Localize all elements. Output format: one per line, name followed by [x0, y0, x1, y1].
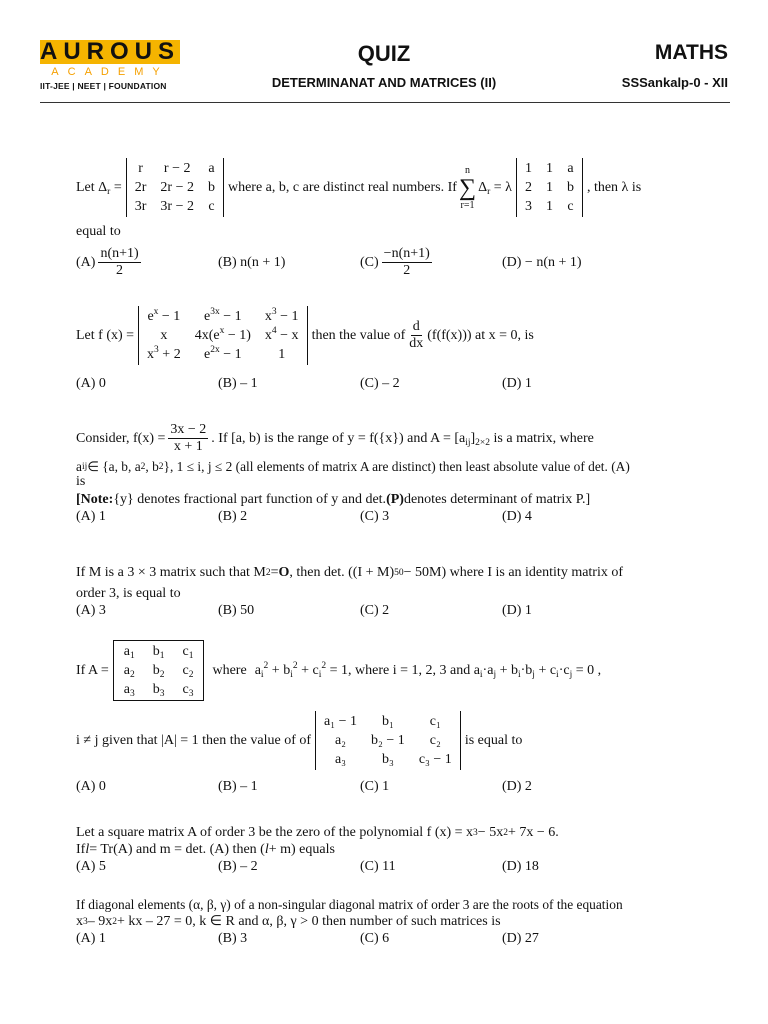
q4-option-a[interactable]: (A) 3 [76, 603, 106, 618]
q6-options [76, 858, 644, 876]
q2-let: Let f (x) = [76, 328, 135, 343]
q2-text: then the value of [311, 328, 406, 343]
q3-option-b[interactable]: (B) 2 [218, 509, 248, 524]
q3-consider: Consider, f(x) = [76, 431, 166, 446]
q1-continuation: equal to [76, 224, 121, 239]
q1-let: Let $\Delta_r$ = [76, 180, 122, 197]
q6-line-2: If l = Tr(A) and m = det. (A) then ( l + m) equals [76, 842, 335, 857]
q2-options [76, 375, 644, 393]
question-5: If A = $a_1$ $b_1$ $c_1$ $a_2$ $b_2$ $c_2$ $a_3$ $b_3$ $c_3$ where $a_i^2 + b_i^2 + c_i^2 = 1$, where i = 1, 2, 3 and $a_i\cdot a_j + b_i\cdot b_j + c_i\cdot c_j = 0$ , i ≠ j given that |A| = 1 then the value of of a₁ − 1 b₁ c₁ a₂ b₂ − 1 c₂ a₃ b₃ c₃ − 1 is equal to (A) 0 (B) – 1 (C) 1 (D) 2 [76, 640, 644, 796]
q1-text: where a, b, c are distinct real numbers. If [227, 180, 457, 195]
page-subtitle: DETERMINANAT AND MATRICES (II) [271, 75, 497, 90]
q1-tail: , then λ is [586, 180, 642, 195]
q7-options [76, 930, 644, 948]
sigma-symbol: n ∑ r=1 [458, 164, 477, 211]
q5-option-b[interactable]: (B) – 1 [218, 779, 258, 794]
logo-tagline: IIT-JEE | NEET | FOUNDATION [40, 81, 167, 91]
q1-determinant-2: 1 1 a 2 1 b 3 1 c [516, 158, 583, 217]
q1-option-b[interactable]: (B) n(n + 1) [218, 254, 286, 270]
q3-option-a[interactable]: (A) 1 [76, 509, 106, 524]
q3-line-3: is [76, 474, 86, 489]
q5-matrix: $a_1$ $b_1$ $c_1$ $a_2$ $b_2$ $c_2$ $a_3$ $b_3$ $c_3$ [113, 640, 205, 701]
q1-options [76, 246, 644, 279]
question-3 [76, 422, 644, 526]
q6-option-c[interactable]: (C) 11 [360, 859, 396, 874]
question-4: If M is a 3 × 3 matrix such that M 2 = O , then det. ((I + M) 50 − 50M) where I is an identity matrix of order 3, is equal to (A) 3 (B) 50 (C) 2 (D) 1 [76, 564, 644, 620]
q3-fraction: $\frac{3x - 2}{x + 1}$ [170, 422, 207, 454]
q7-option-a[interactable]: (A) 1 [76, 931, 106, 946]
derivative-fraction: $\frac{d}{dx}$ [409, 319, 424, 351]
batch-label: SSSankalp-0 - XII [621, 75, 728, 90]
q2-option-c[interactable]: (C) – 2 [360, 376, 400, 391]
q5-condition: $a_i^2 + b_i^2 + c_i^2 = 1$, where i = 1, 2, 3 and $a_i\cdot a_j + b_i\cdot b_j + c_i\cdot c_j = 0$ , [254, 661, 602, 680]
header-divider [40, 102, 730, 103]
q1-option-a[interactable]: (A) $\frac{n(n+1)}{2}$ [76, 246, 139, 278]
q3-note: [Note: {y} denotes fractional part function of y and det. (P) denotes determinant of matrix P.] [76, 492, 591, 507]
q7-option-b[interactable]: (B) 3 [218, 931, 248, 946]
q5-if: If A = [76, 663, 109, 678]
q2-option-b[interactable]: (B) – 1 [218, 376, 258, 391]
q2-tail: (f(f(x))) at x = 0, is [427, 328, 534, 343]
q1-option-c[interactable]: (C) $\frac{-n(n+1)}{2}$ [360, 246, 430, 278]
q7-line-2: x 3 – 9x 2 + kx – 27 = 0, k ∈ R and α, β, γ > 0 then number of such matrices is [76, 914, 501, 929]
logo-sub-text: ACADEMY [51, 66, 169, 78]
q3-line-2: a ij ∈ {a, b, a 2 , b 2 }, 1 ≤ i, j ≤ 2 (all elements of matrix A are distinct) then least absolute value of det. (A) [76, 459, 630, 474]
q4-option-c[interactable]: (C) 2 [360, 603, 390, 618]
q6-option-d[interactable]: (D) 18 [502, 859, 539, 874]
question-2 [76, 306, 644, 393]
q3-options [76, 508, 644, 526]
q7-option-c[interactable]: (C) 6 [360, 931, 390, 946]
q6-option-b[interactable]: (B) – 2 [218, 859, 258, 874]
logo-main-text: AUROUS [40, 38, 181, 65]
q6-option-a[interactable]: (A) 5 [76, 859, 106, 874]
q1-delta: $\Delta_r = \lambda$ [478, 180, 512, 197]
q2-option-d[interactable]: (D) 1 [502, 376, 532, 391]
q5-option-d[interactable]: (D) 2 [502, 779, 532, 794]
page-header [0, 0, 768, 104]
q1-determinant: r r − 2 a 2r 2r − 2 b 3r 3r − 2 c [126, 158, 224, 217]
q1-option-d[interactable]: (D) − n(n + 1) [502, 254, 582, 270]
subject-label: MATHS [654, 41, 728, 64]
q5-line-2: i ≠ j given that |A| = 1 then the value of of a₁ − 1 b₁ c₁ a₂ b₂ − 1 c₂ a₃ b₃ c₃ − 1 is equal to [76, 711, 644, 770]
q4-line-2: order 3, is equal to [76, 586, 181, 601]
question-6: Let a square matrix A of order 3 be the zero of the polynomial f (x) = x 3 − 5x 2 + 7x − 6. If l = Tr(A) and m = det. (A) then ( l + m) equals (A) 5 (B) – 2 (C) 11 (D) 18 [76, 824, 644, 876]
q2-determinant: $e^x - 1$ $e^{3x} - 1$ $x^3 - 1$ x $4x(e^x - 1)$ $x^4 - x$ $x^3 + 2$ $e^{2x} - 1$ 1 [138, 306, 308, 365]
q5-option-c[interactable]: (C) 1 [360, 779, 390, 794]
question-7: If diagonal elements (α, β, γ) of a non-singular diagonal matrix of order 3 are the roots of the equation x 3 – 9x 2 + kx – 27 = 0, k ∈ R and α, β, γ > 0 then number of such matrices is (A) 1 (B) 3 (C) 6 (D) 27 [76, 896, 644, 948]
q3-option-d[interactable]: (D) 4 [502, 509, 532, 524]
question-1 [76, 158, 644, 279]
q2-option-a[interactable]: (A) 0 [76, 376, 106, 391]
q4-option-b[interactable]: (B) 50 [218, 603, 255, 618]
q5-option-a[interactable]: (A) 0 [76, 779, 106, 794]
q3-text: . If [a, b) is the range of y = f({x}) and $A = [a_{ij}]_{2\times 2}$ is a matrix, where [211, 431, 594, 448]
q3-option-c[interactable]: (C) 3 [360, 509, 390, 524]
q5-determinant: a₁ − 1 b₁ c₁ a₂ b₂ − 1 c₂ a₃ b₃ c₃ − 1 [315, 711, 461, 770]
q7-option-d[interactable]: (D) 27 [502, 931, 539, 946]
q5-options [76, 778, 644, 796]
q4-option-d[interactable]: (D) 1 [502, 603, 532, 618]
q4-options [76, 602, 644, 620]
page-title: QUIZ [357, 41, 411, 66]
